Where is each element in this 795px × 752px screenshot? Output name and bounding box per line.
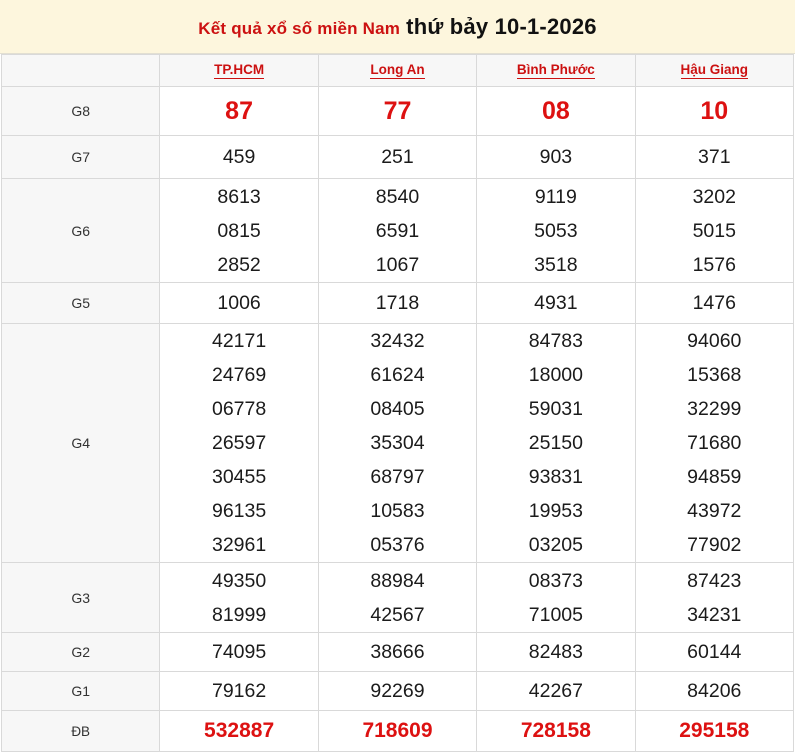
prize-cell-db-tphcm (160, 711, 318, 752)
number: 79162 (211, 680, 267, 702)
number: 42171 (211, 330, 267, 352)
number: 25150 (528, 432, 583, 454)
prize-cell-g1-tphcm (160, 672, 318, 711)
number: 59031 (528, 398, 583, 420)
prize-cell-g7-tphcm (160, 136, 318, 179)
column-header-long-an[interactable] (318, 55, 476, 87)
number: 903 (539, 146, 573, 168)
table-row (2, 87, 794, 136)
number: 5053 (534, 219, 578, 242)
number: 3202 (692, 185, 736, 208)
number: 8613 (217, 185, 261, 208)
number: 2852 (217, 253, 261, 276)
number: 1476 (692, 292, 736, 314)
number: 60144 (687, 641, 742, 663)
prize-cell-g5-tphcm (160, 283, 318, 324)
number: 5015 (692, 219, 736, 242)
prize-cell-g8-long-an (318, 87, 476, 136)
prize-cell-g3-long-an (318, 563, 476, 633)
number: 15368 (687, 364, 742, 386)
prize-label-db: ĐB (2, 711, 160, 752)
number: 295158 (679, 719, 750, 742)
number: 10 (700, 97, 729, 125)
page-title (198, 14, 596, 40)
prize-cell-g1-hau-giang (635, 672, 793, 711)
prize-cell-g8-binh-phuoc (477, 87, 635, 136)
number: 35304 (370, 432, 425, 454)
number: 38666 (370, 641, 425, 663)
table-row (2, 563, 794, 633)
prize-label-g8: G8 (2, 87, 160, 136)
prize-cell-g4-long-an (318, 324, 476, 563)
table-body (2, 87, 794, 752)
number: 459 (222, 146, 256, 168)
prize-cell-g7-long-an (318, 136, 476, 179)
number: 32299 (687, 398, 742, 420)
number: 4931 (534, 292, 578, 314)
prize-label-g1: G1 (2, 672, 160, 711)
prize-cell-g2-binh-phuoc (477, 633, 635, 672)
prize-label-g3: G3 (2, 563, 160, 633)
column-header-label: Hậu Giang (680, 62, 749, 77)
number: 81999 (211, 603, 267, 626)
number: 43972 (687, 500, 742, 522)
number: 18000 (528, 364, 583, 386)
number: 251 (381, 146, 414, 168)
page-title-prefix: Kết quả xổ số miền Nam (198, 18, 401, 38)
number: 42567 (370, 603, 425, 626)
table-row (2, 283, 794, 324)
number: 718609 (362, 719, 433, 742)
number: 1006 (217, 292, 261, 314)
prize-cell-g8-tphcm (160, 87, 318, 136)
prize-cell-g4-binh-phuoc (477, 324, 635, 563)
prize-cell-g3-hau-giang (635, 563, 793, 633)
table-corner-cell (2, 55, 160, 87)
number: 77902 (687, 534, 742, 556)
number: 49350 (211, 569, 267, 592)
prize-cell-g6-tphcm (160, 179, 318, 283)
number: 3518 (534, 253, 578, 276)
prize-label-g6: G6 (2, 179, 160, 283)
page-title-bar (0, 0, 795, 54)
prize-cell-g6-hau-giang (635, 179, 793, 283)
number: 532887 (204, 719, 275, 742)
prize-cell-g5-long-an (318, 283, 476, 324)
prize-cell-g2-tphcm (160, 633, 318, 672)
column-header-label: Long An (370, 62, 425, 77)
column-header-tphcm[interactable] (160, 55, 318, 87)
number: 93831 (528, 466, 583, 488)
prize-label-g5: G5 (2, 283, 160, 324)
number: 94060 (687, 330, 742, 352)
table-row (2, 324, 794, 563)
number: 0815 (217, 219, 261, 242)
prize-cell-g4-hau-giang (635, 324, 793, 563)
number: 1718 (375, 292, 420, 314)
number: 30455 (211, 466, 267, 488)
prize-cell-g5-hau-giang (635, 283, 793, 324)
number: 08 (541, 97, 570, 125)
number: 71680 (687, 432, 742, 454)
number: 84206 (687, 680, 742, 702)
prize-label-g7: G7 (2, 136, 160, 179)
table-row (2, 711, 794, 752)
prize-cell-g6-binh-phuoc (477, 179, 635, 283)
prize-cell-db-binh-phuoc (477, 711, 635, 752)
table-header-row (2, 55, 794, 87)
number: 74095 (211, 641, 267, 663)
prize-label-g4: G4 (2, 324, 160, 563)
number: 32432 (370, 330, 425, 352)
number: 8540 (375, 185, 420, 208)
number: 06778 (211, 398, 267, 420)
column-header-binh-phuoc[interactable] (477, 55, 635, 87)
number: 1067 (375, 253, 420, 276)
table-row (2, 672, 794, 711)
number: 32961 (211, 534, 267, 556)
table-row (2, 633, 794, 672)
prize-cell-g2-hau-giang (635, 633, 793, 672)
number: 26597 (211, 432, 267, 454)
table-header (2, 55, 794, 87)
number: 68797 (370, 466, 425, 488)
number: 92269 (370, 680, 425, 702)
number: 24769 (211, 364, 267, 386)
number: 87423 (687, 569, 742, 592)
prize-cell-g2-long-an (318, 633, 476, 672)
prize-cell-g3-tphcm (160, 563, 318, 633)
number: 6591 (375, 219, 420, 242)
number: 03205 (528, 534, 583, 556)
page-title-date: thứ bảy 10-1-2026 (406, 13, 597, 39)
table-row (2, 136, 794, 179)
number: 94859 (687, 466, 742, 488)
number: 34231 (687, 603, 742, 626)
prize-cell-g7-binh-phuoc (477, 136, 635, 179)
number: 61624 (370, 364, 425, 386)
number: 88984 (370, 569, 425, 592)
prize-cell-db-hau-giang (635, 711, 793, 752)
number: 728158 (520, 719, 591, 742)
number: 71005 (528, 603, 583, 626)
column-header-label: TP.HCM (214, 62, 265, 77)
number: 05376 (370, 534, 425, 556)
number: 1576 (692, 253, 736, 276)
prize-cell-g5-binh-phuoc (477, 283, 635, 324)
number: 77 (383, 97, 412, 125)
number: 371 (698, 146, 731, 168)
number: 19953 (528, 500, 583, 522)
prize-cell-g1-binh-phuoc (477, 672, 635, 711)
number: 08373 (528, 569, 583, 592)
prize-cell-g1-long-an (318, 672, 476, 711)
number: 84783 (528, 330, 583, 352)
prize-cell-g3-binh-phuoc (477, 563, 635, 633)
number: 96135 (211, 500, 267, 522)
column-header-label: Bình Phước (516, 62, 595, 77)
number: 10583 (370, 500, 425, 522)
prize-cell-g6-long-an (318, 179, 476, 283)
prize-cell-g8-hau-giang (635, 87, 793, 136)
prize-cell-g4-tphcm (160, 324, 318, 563)
number: 9119 (534, 185, 577, 208)
number: 08405 (370, 398, 425, 420)
number: 87 (225, 97, 253, 125)
prize-label-g2: G2 (2, 633, 160, 672)
column-header-hau-giang[interactable] (635, 55, 793, 87)
lottery-results-table (1, 54, 794, 752)
prize-cell-db-long-an (318, 711, 476, 752)
prize-cell-g7-hau-giang (635, 136, 793, 179)
number: 82483 (528, 641, 583, 663)
number: 42267 (528, 680, 583, 702)
table-row (2, 179, 794, 283)
